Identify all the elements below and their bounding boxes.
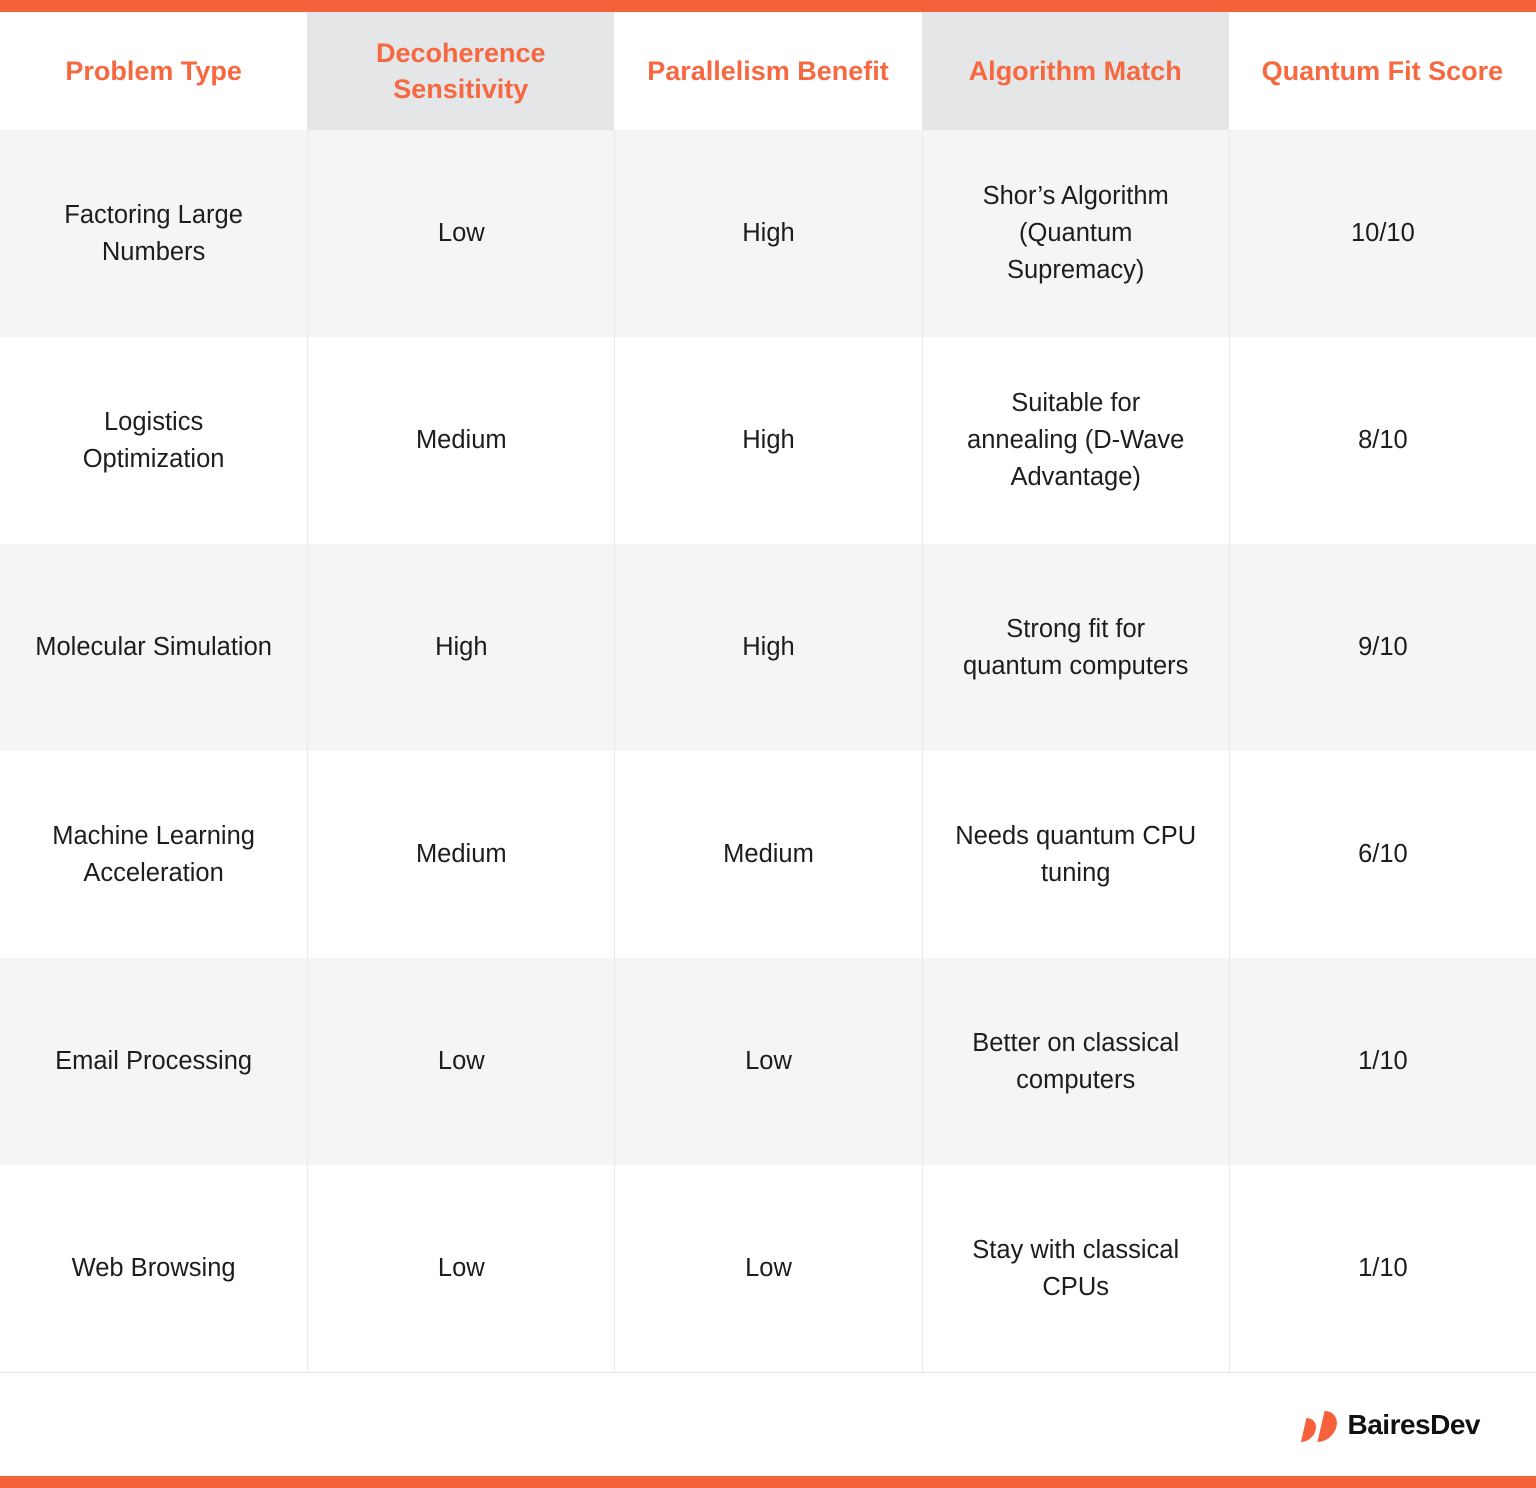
cell-problem-type: Machine Learning Acceleration — [52, 821, 255, 887]
table-row — [0, 130, 1536, 337]
cell-algorithm-match: Strong fit for quantum computers — [922, 544, 1229, 751]
footer — [0, 1373, 1536, 1476]
cell-algorithm-match: Needs quantum CPU tuning — [922, 751, 1229, 958]
column-header-parallelism-benefit: Parallelism Benefit — [647, 55, 889, 86]
bottom-accent-bar — [0, 1476, 1536, 1488]
cell-problem-type: Factoring Large Numbers — [64, 200, 243, 266]
brand-name: BairesDev — [1347, 1408, 1480, 1440]
table-row — [0, 544, 1536, 751]
cell-quantum-fit-score: 10/10 — [1229, 130, 1536, 337]
cell-decoherence-sensitivity: Low — [307, 1165, 614, 1372]
top-accent-bar — [0, 0, 1536, 12]
cell-parallelism-benefit: High — [614, 544, 921, 751]
table-header-row — [0, 12, 1536, 130]
cell-quantum-fit-score: 8/10 — [1229, 337, 1536, 544]
cell-algorithm-match: Suitable for annealing (D-Wave Advantage) — [922, 337, 1229, 544]
cell-parallelism-benefit: Low — [614, 958, 921, 1165]
cell-algorithm-match: Better on classical computers — [922, 958, 1229, 1165]
cell-decoherence-sensitivity: Low — [307, 958, 614, 1165]
cell-quantum-fit-score: 1/10 — [1229, 1165, 1536, 1372]
column-header-decoherence-sensitivity: Decoherence Sensitivity — [307, 12, 614, 130]
table-row — [0, 751, 1536, 958]
cell-decoherence-sensitivity: Low — [307, 130, 614, 337]
cell-parallelism-benefit: Medium — [614, 751, 921, 958]
table-row — [0, 958, 1536, 1165]
table-row — [0, 337, 1536, 544]
cell-decoherence-sensitivity: High — [307, 544, 614, 751]
column-header-problem-type: Problem Type — [65, 55, 242, 86]
cell-quantum-fit-score: 9/10 — [1229, 544, 1536, 751]
cell-decoherence-sensitivity: Medium — [307, 337, 614, 544]
brand-logo — [1291, 1407, 1480, 1443]
cell-algorithm-match: Stay with classical CPUs — [922, 1165, 1229, 1372]
cell-problem-type: Logistics Optimization — [82, 407, 225, 473]
cell-problem-type: Web Browsing — [71, 1254, 236, 1283]
cell-problem-type: Molecular Simulation — [35, 633, 272, 662]
quantum-fit-comparison-table — [0, 12, 1536, 1373]
cell-parallelism-benefit: Low — [614, 1165, 921, 1372]
cell-quantum-fit-score: 6/10 — [1229, 751, 1536, 958]
cell-algorithm-match: Shor’s Algorithm (Quantum Supremacy) — [922, 130, 1229, 337]
bairesdev-logo-icon — [1291, 1407, 1339, 1443]
cell-parallelism-benefit: High — [614, 337, 921, 544]
cell-parallelism-benefit: High — [614, 130, 921, 337]
table-row — [0, 1165, 1536, 1372]
cell-quantum-fit-score: 1/10 — [1229, 958, 1536, 1165]
column-header-algorithm-match: Algorithm Match — [922, 12, 1229, 130]
cell-problem-type: Email Processing — [55, 1047, 253, 1076]
cell-decoherence-sensitivity: Medium — [307, 751, 614, 958]
column-header-quantum-fit-score: Quantum Fit Score — [1261, 55, 1504, 86]
